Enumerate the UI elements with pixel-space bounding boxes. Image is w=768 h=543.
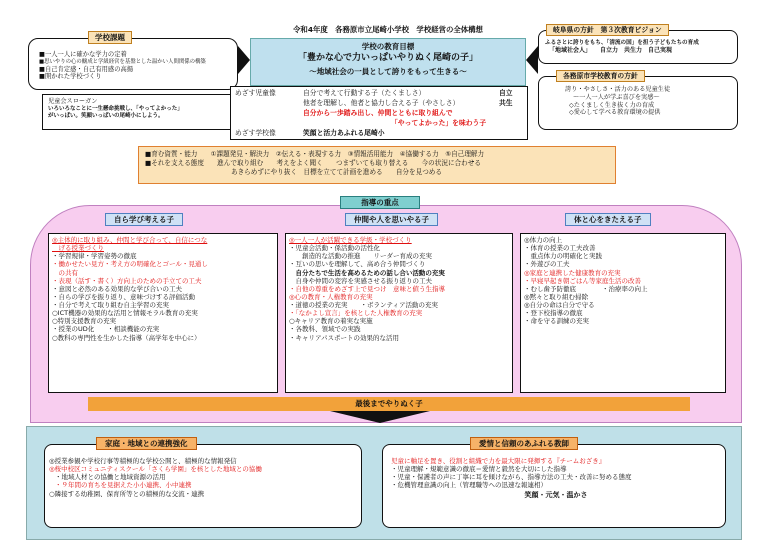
city-line3: ◇たくましく生き抜く力の育成 bbox=[569, 101, 655, 109]
care-item: ◎心の教育・人権教育の充実 bbox=[289, 292, 373, 301]
abilities-line1: ■育む資質・能力 ①課題発見・解決力 ②伝える・表現する力 ③情報活用能力 ④協働する力 ⑤自己理解力 bbox=[145, 150, 485, 158]
learn-item: ○教科の専門性を生かした指導（高学年を中心に） bbox=[52, 333, 201, 342]
learn-item: ・表現（話す・書く）方向上のための手立ての工夫 bbox=[52, 276, 202, 285]
abilities-line2: ■それを支える態度 進んで取り組む 考えをよく聞く つまずいても取り替える 今の状況に合わせる bbox=[145, 159, 481, 168]
learn-item: ・授業のUD化 ・相談機能の充実 bbox=[52, 325, 160, 334]
community-tag: 家庭・地域との連携強化 bbox=[96, 437, 197, 450]
learn-item: ◎主体的に取り組み、仲間と学び合って、自信につな bbox=[52, 236, 208, 244]
ideal-line2-right: 共生 bbox=[499, 99, 513, 107]
care-item: ・キャリアパスポートの効果的な活用 bbox=[289, 333, 399, 342]
health-item: ◎黙々と取り組む掃除 bbox=[524, 292, 589, 301]
health-item: ・むし歯予防徹底 ・治療率の向上 bbox=[524, 284, 648, 293]
health-item: 重点体力の明確化と実践 bbox=[524, 252, 602, 261]
slogan-title: 児童会スローガン bbox=[48, 98, 98, 105]
care-item: ・互いの思いを理解して、高め合う仲間づくり bbox=[289, 260, 426, 269]
focus-tag: 指導の重点 bbox=[340, 196, 420, 209]
ideal-school-label: めざす学校像 bbox=[235, 129, 276, 137]
care-item: 自分たちで生活を高めるための話し合い活動の充実 bbox=[289, 268, 445, 277]
goal-label: 学校の教育目標 bbox=[361, 42, 415, 51]
column-health-tag: 体と心をきたえる子 bbox=[565, 213, 651, 226]
care-item: ・道徳の授業の充実 ・ボランティア活動の充実 bbox=[289, 301, 438, 309]
learn-item: ・自分で考えて取り組む自主学習の充実 bbox=[52, 301, 169, 309]
health-item: ・登下校指導の徹底 bbox=[524, 309, 583, 318]
vision-line1: ふるさとに誇りをもち、「清流の国」を担う子どもたちの育成 bbox=[545, 40, 699, 46]
column-learn-tag: 自ら学び考える子 bbox=[105, 213, 183, 226]
city-policy-box bbox=[538, 76, 738, 130]
city-policy-tag: 各務原市学校教育の方針 bbox=[556, 70, 645, 82]
issue-item: ■思いやりの心の醸成と学級経営を基盤とした温かい人間関係の構築 bbox=[39, 58, 206, 65]
city-line4: ◇愛心して学べる教育環境の提供 bbox=[569, 109, 661, 117]
vision-line2: 「地域社会人」 自立力 共生力 自己実現 bbox=[549, 46, 673, 54]
teacher-box bbox=[382, 444, 726, 528]
health-item: ◎体力の向上 bbox=[524, 236, 563, 244]
teacher-tag: 愛情と信頼のあふれる教師 bbox=[470, 437, 578, 450]
city-line1: 誇り・やさしさ・活力のある児童生徒 bbox=[565, 86, 671, 93]
community-item: ○隣接する幼稚園、保育所等との積極的な交流・連携 bbox=[49, 489, 205, 498]
care-item: ◎一人一人が活躍できる学級・学校づくり bbox=[289, 236, 412, 244]
goal-main: 「豊かな心で力いっぱいやりぬく尾崎の子」 bbox=[297, 53, 478, 64]
goal-sub: ～地域社会の一員として誇りをもって生きる～ bbox=[309, 66, 467, 76]
learn-item: ・意図と必然のある効果的な学び合いの工夫 bbox=[52, 284, 182, 293]
issue-item: ■自己肯定感・自己有用感の高揚 bbox=[39, 65, 134, 73]
teacher-item: 児童に軸足を置き、役割と組織で力を最大限に発揮する『チームおざき』 bbox=[391, 457, 606, 465]
bottom-banner: 最後までやりぬく子 bbox=[88, 397, 690, 411]
ideal-child-label: めざす児童像 bbox=[235, 89, 276, 97]
care-item: 創造的な活動の推進 リーダー育成の充実 bbox=[289, 252, 432, 261]
ideal-line4: 「やってよかった」を味わう子 bbox=[391, 119, 487, 127]
care-item: ・「なかよし宣言」を核とした人権教育の充実 bbox=[289, 309, 423, 318]
learn-item: ・学習規律・学習姿勢の徹底 bbox=[52, 252, 137, 261]
vision-tag: 岐阜県の方針 第３次教育ビジョン bbox=[546, 24, 669, 36]
issue-item: ■開かれた学校づくり bbox=[39, 73, 102, 81]
abilities-box bbox=[138, 146, 616, 184]
city-line2: ～一人一人が学ぶ喜びを実感～ bbox=[573, 93, 660, 101]
community-box bbox=[44, 444, 362, 528]
goal-banner bbox=[250, 38, 526, 86]
page-title: 令和4年度 各務原市立尾崎小学校 学校経営の全体構想 bbox=[293, 25, 483, 34]
learn-item: げる授業づくり bbox=[52, 244, 104, 253]
learn-item: ○特別支援教育の充実 bbox=[52, 317, 117, 326]
health-item: ・早寝早起き朝ごはん等家庭生活の改善 bbox=[524, 276, 641, 285]
column-health bbox=[520, 233, 726, 393]
ideal-line1-right: 自立 bbox=[499, 89, 513, 97]
community-item: ◎桜中校区コミュニティスクール「さくら学園」を核とした地域との協働 bbox=[49, 465, 262, 474]
health-item: ◎家庭と連携した健康教育の充実 bbox=[524, 268, 621, 277]
abilities-line3: あきらめずにやり抜く 目標を立てて計画を進める 自分を見つめる bbox=[231, 168, 442, 177]
school-issues-box bbox=[28, 38, 238, 90]
right-arrow bbox=[526, 46, 538, 74]
slogan-box bbox=[42, 94, 236, 130]
teacher-item: ・児童・保護者の声に丁寧に耳を傾けながら、指導方法の工夫・改善に努める態度 bbox=[391, 473, 632, 482]
learn-item: ・働かせたい見方・考え方の明確化とゴール・見通し bbox=[52, 260, 208, 269]
column-learn bbox=[48, 233, 278, 393]
column-care bbox=[285, 233, 513, 393]
care-item: ○キャリア教育の着実な実施 bbox=[289, 317, 373, 326]
community-item: ・地域人材との協働と地域資源の活用 bbox=[55, 473, 166, 482]
ideal-school: 笑顔と活力あふれる尾崎小 bbox=[303, 129, 385, 137]
slogan-line2: がいっぱい。笑顔いっぱいの尾崎小にしよう。 bbox=[48, 112, 164, 119]
learn-item: ○ICT機器の効果的な活用と情報モラル教育の充実 bbox=[52, 309, 198, 318]
ideal-line3: 自分から一歩踏み出し、仲間とともに取り組んで bbox=[303, 109, 453, 117]
left-arrow bbox=[238, 46, 250, 74]
issue-item: ■一人一人に確かな学力の定着 bbox=[39, 51, 127, 58]
care-item: ・各教科、領域での実践 bbox=[289, 325, 361, 334]
health-item: ◎自分の命は自分で守る bbox=[524, 301, 595, 309]
community-item: ・９年間の育ちを見据えた小小連携、小中連携 bbox=[55, 481, 192, 490]
teacher-motto: 笑顔・元気・温かさ bbox=[524, 490, 588, 499]
teacher-item: ・児童理解・規範意識の徹底＝愛情と毅然を大切にした指導 bbox=[391, 465, 567, 474]
ideal-box bbox=[230, 86, 528, 140]
care-item: ・児童会活動・係活動の活性化 bbox=[289, 244, 380, 253]
ideal-line1: 自分で考えて行動する子（たくましさ） bbox=[303, 89, 426, 97]
health-item: ・外遊びの工夫 bbox=[524, 260, 570, 269]
slogan-line1: いろいろなことに一生懸命挑戦し、「やってよかった」 bbox=[48, 105, 183, 112]
learn-item: ・自らの学びを振り返り、意味づけする評価活動 bbox=[52, 292, 195, 301]
ideal-line2: 他者を理解し、他者と協力し合える子（やさしさ） bbox=[303, 99, 460, 107]
community-item: ◎授業参観や学校行事等積極的な学校公開と、積極的な情報発信 bbox=[49, 457, 237, 465]
health-item: ・体育の授業の工夫改善 bbox=[524, 244, 596, 253]
school-issues-tag: 学校課題 bbox=[88, 31, 132, 44]
down-arrow bbox=[330, 411, 430, 423]
care-item: ・自他の尊重をめざす上で見つけ 意味と値う生指導 bbox=[289, 284, 445, 293]
health-item: ・命を守る訓練の充実 bbox=[524, 317, 589, 326]
teacher-item: ・危機管理意識の向上（管理職等への迅速な報連相） bbox=[391, 481, 547, 490]
care-item: 自身や仲間の変容を実感させる振り返りの工夫 bbox=[289, 276, 432, 285]
column-care-tag: 仲間や人を思いやる子 bbox=[345, 213, 438, 226]
learn-item: の共有 bbox=[52, 268, 78, 277]
